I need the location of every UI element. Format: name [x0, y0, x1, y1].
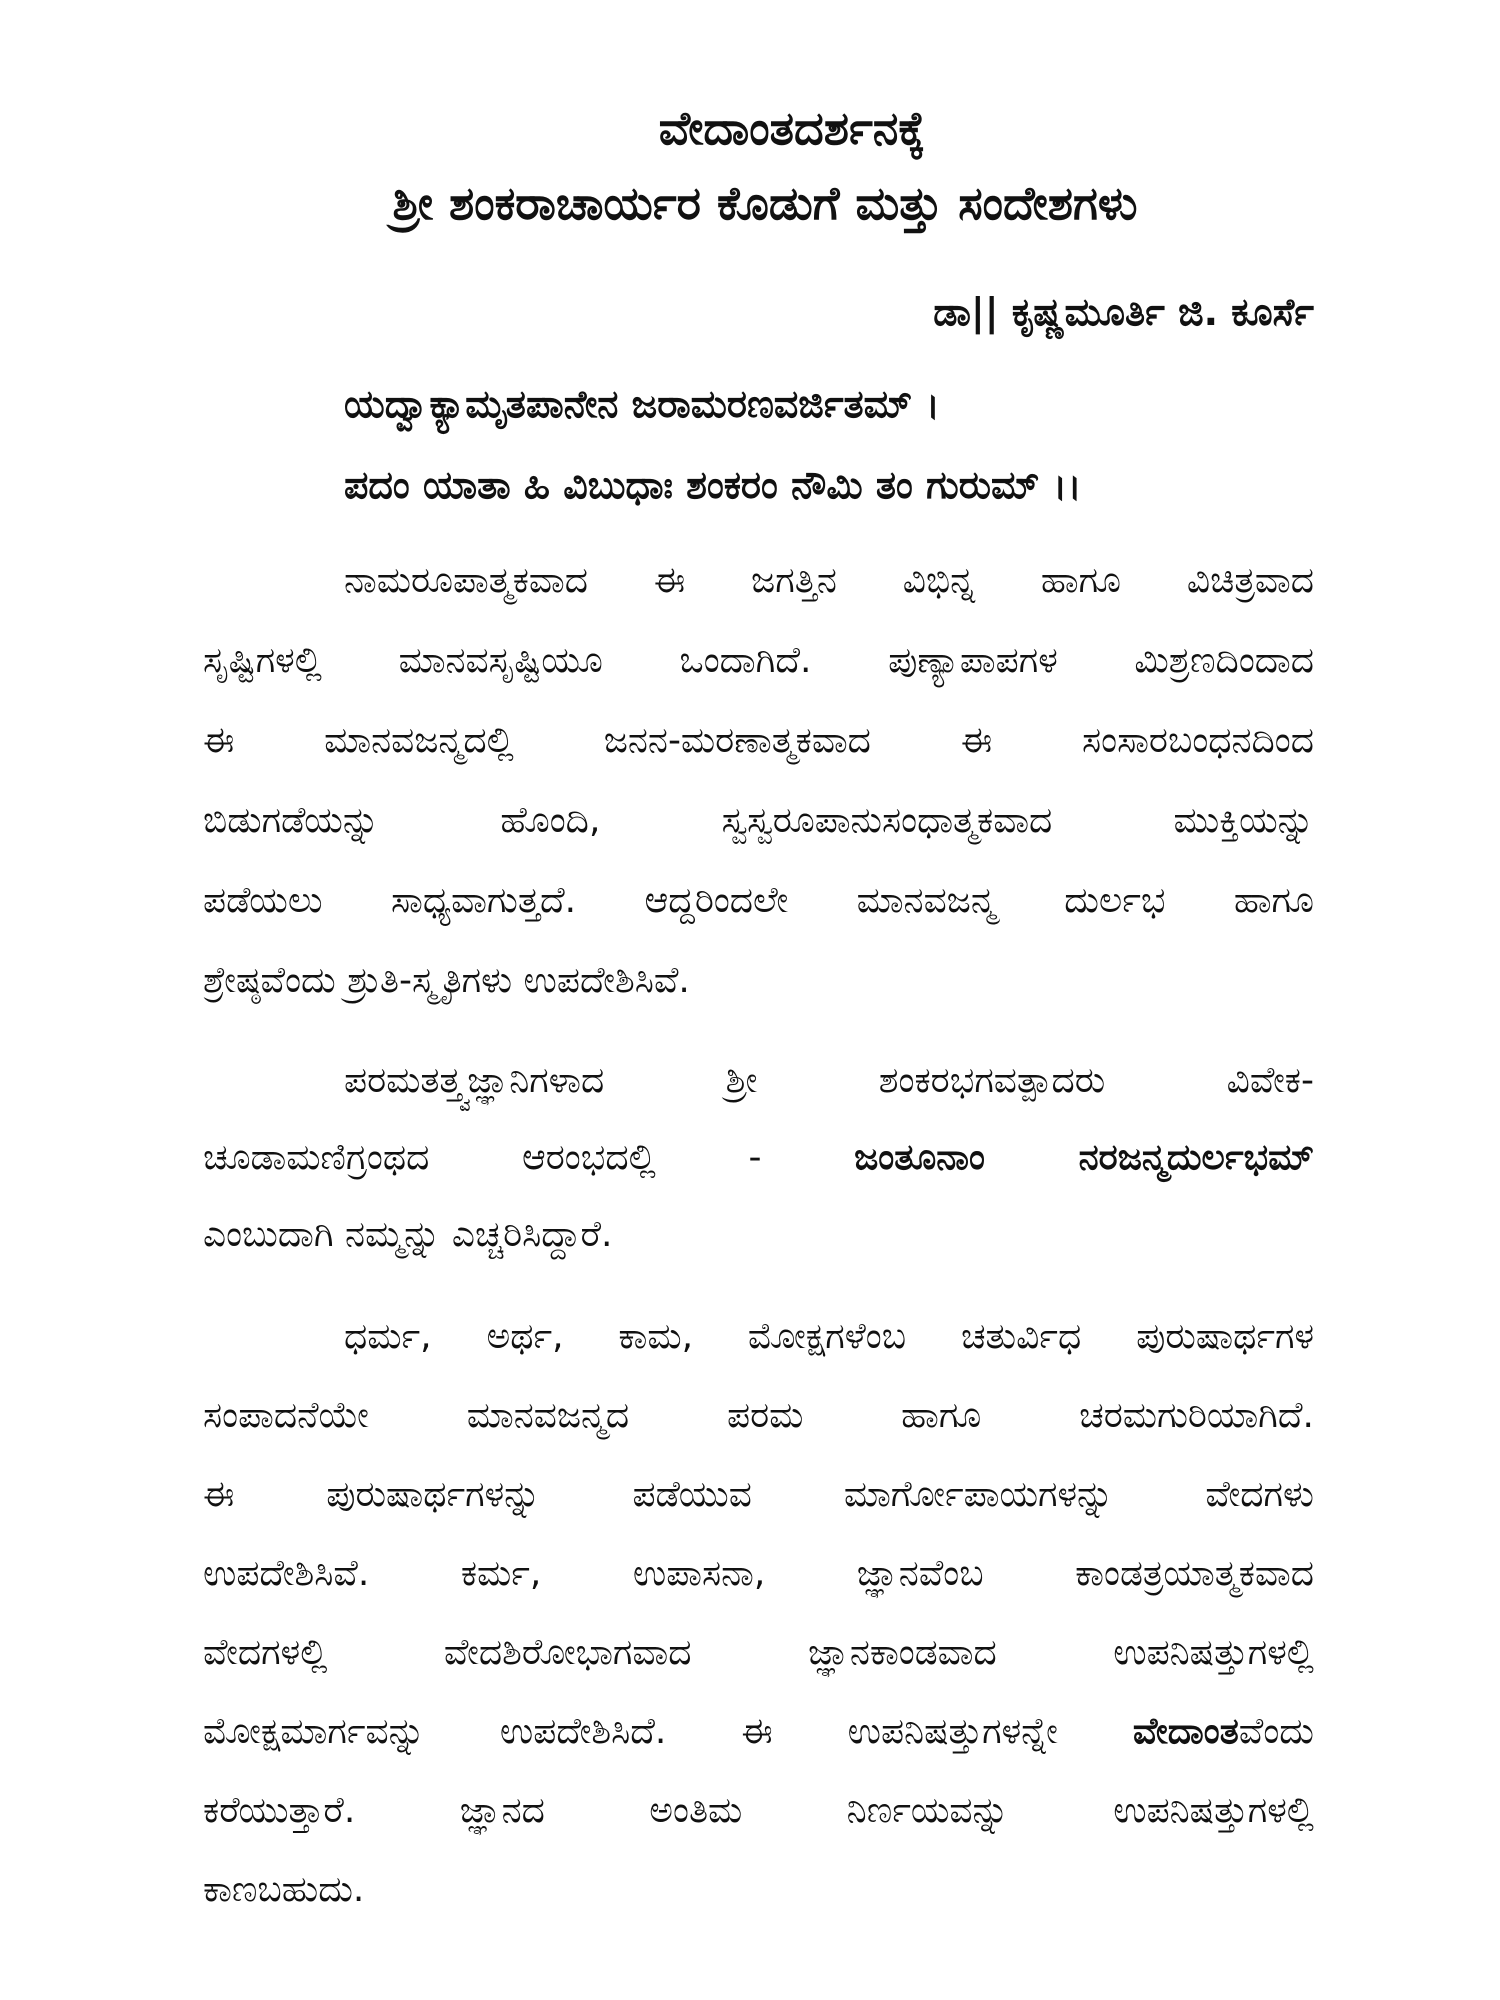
emphasized-text: ವೇದಾಂತ — [1132, 1711, 1239, 1752]
paragraph-line — [203, 1700, 1314, 1779]
verse-line-2: ಪದಂ ಯಾತಾ ಹಿ ವಿಬುಧಾಃ ಶಂಕರಂ ನೌಮಿ ತಂ ಗುರುಮ್ ।। — [344, 463, 1082, 507]
paragraph-line: ಈ ಪುರುಷಾರ್ಥಗಳನ್ನು ಪಡೆಯುವ ಮಾರ್ಗೋಪಾಯಗಳನ್ನು ವೇದಗಳು — [203, 1474, 1314, 1515]
line-text: ವೆಂದು — [1238, 1711, 1314, 1752]
paragraph-line: ಸಂಪಾದನೆಯೇ ಮಾನವಜನ್ಮದ ಪರಮ ಹಾಗೂ ಚರಮಗುರಿಯಾಗಿದೆ. — [203, 1395, 1314, 1436]
verse-line-1: ಯದ್ವಾಕ್ಯಾಮೃತಪಾನೇನ ಜರಾಮರಣವರ್ಜಿತಮ್ । — [344, 382, 940, 426]
author-name: ಡಾ|| ಕೃಷ್ಣಮೂರ್ತಿ ಜಿ. ಕೂರ್ಸೆ — [933, 290, 1314, 334]
paragraph-1 — [203, 549, 1314, 1029]
paragraph-line: ಈ ಮಾನವಜನ್ಮದಲ್ಲಿ ಜನನ-ಮರಣಾತ್ಮಕವಾದ ಈ ಸಂಸಾರಬಂಧನದಿಂದ — [203, 720, 1314, 761]
paragraph-line: ಪರಮತತ್ತ್ವಜ್ಞಾನಿಗಳಾದ ಶ್ರೀ ಶಂಕರಭಗವತ್ಪಾದರು ವಿವೇಕ- — [344, 1060, 1314, 1101]
paragraph-line: ಪಡೆಯಲು ಸಾಧ್ಯವಾಗುತ್ತದೆ. ಆದ್ದರಿಂದಲೇ ಮಾನವಜನ್ಮ ದುರ್ಲಭ ಹಾಗೂ — [203, 880, 1314, 921]
paragraph-line: ಎಂಬುದಾಗಿ ನಮ್ಮನ್ನು ಎಚ್ಚರಿಸಿದ್ದಾರೆ. — [203, 1214, 613, 1255]
paragraph-line: ನಾಮರೂಪಾತ್ಮಕವಾದ ಈ ಜಗತ್ತಿನ ವಿಭಿನ್ನ ಹಾಗೂ ವಿಚಿತ್ರವಾದ — [344, 560, 1314, 601]
line-text: ಮೋಕ್ಷಮಾರ್ಗವನ್ನು ಉಪದೇಶಿಸಿದೆ. ಈ ಉಪನಿಷತ್ತುಗಳನ್ನೇ — [203, 1711, 1133, 1752]
paragraph-line: ಸೃಷ್ಟಿಗಳಲ್ಲಿ ಮಾನವಸೃಷ್ಟಿಯೂ ಒಂದಾಗಿದೆ. ಪುಣ್ಯಾಪಾಪಗಳ ಮಿಶ್ರಣದಿಂದಾದ — [203, 640, 1314, 681]
line-text: ಚೂಡಾಮಣಿಗ್ರಂಥದ ಆರಂಭದಲ್ಲಿ - — [203, 1137, 855, 1178]
paragraph-line — [203, 1126, 1314, 1203]
title-line-1: ವೇದಾಂತದರ್ಶನಕ್ಕೆ — [658, 101, 926, 155]
paragraph-line: ಕರೆಯುತ್ತಾರೆ. ಜ್ಞಾನದ ಅಂತಿಮ ನಿರ್ಣಯವನ್ನು ಉಪನಿಷತ್ತುಗಳಲ್ಲಿ — [203, 1790, 1314, 1831]
paragraph-line: ಧರ್ಮ, ಅರ್ಥ, ಕಾಮ, ಮೋಕ್ಷಗಳೆಂಬ ಚತುರ್ವಿಧ ಪುರುಷಾರ್ಥಗಳ — [344, 1316, 1314, 1357]
invocation-verse — [344, 376, 1344, 538]
paragraph-line: ಉಪದೇಶಿಸಿವೆ. ಕರ್ಮ, ಉಪಾಸನಾ, ಜ್ಞಾನವೆಂಬ ಕಾಂಡತ್ರಯಾತ್ಮಕವಾದ — [203, 1553, 1314, 1594]
paragraph-2 — [203, 1049, 1314, 1280]
paragraph-3 — [203, 1305, 1314, 1937]
title-line-2: ಶ್ರೀ ಶಂಕರಾಚಾರ್ಯರ ಕೊಡುಗೆ ಮತ್ತು ಸಂದೇಶಗಳು — [392, 176, 1138, 230]
emphasized-text: ಜಂತೂನಾಂ ನರಜನ್ಮದುರ್ಲಭಮ್ — [854, 1137, 1314, 1178]
paragraph-line: ವೇದಗಳಲ್ಲಿ ವೇದಶಿರೋಭಾಗವಾದ ಜ್ಞಾನಕಾಂಡವಾದ ಉಪನಿಷತ್ತುಗಳಲ್ಲಿ — [203, 1632, 1314, 1673]
paragraph-line: ಬಿಡುಗಡೆಯನ್ನು ಹೊಂದಿ, ಸ್ವಸ್ವರೂಪಾನುಸಂಧಾತ್ಮಕವಾದ ಮುಕ್ತಿಯನ್ನು — [203, 800, 1314, 841]
paragraph-line: ಶ್ರೇಷ್ಠವೆಂದು ಶ್ರುತಿ-ಸ್ಮೃತಿಗಳು ಉಪದೇಶಿಸಿವೆ. — [203, 960, 690, 1001]
paragraph-line: ಕಾಣಬಹುದು. — [203, 1869, 365, 1910]
